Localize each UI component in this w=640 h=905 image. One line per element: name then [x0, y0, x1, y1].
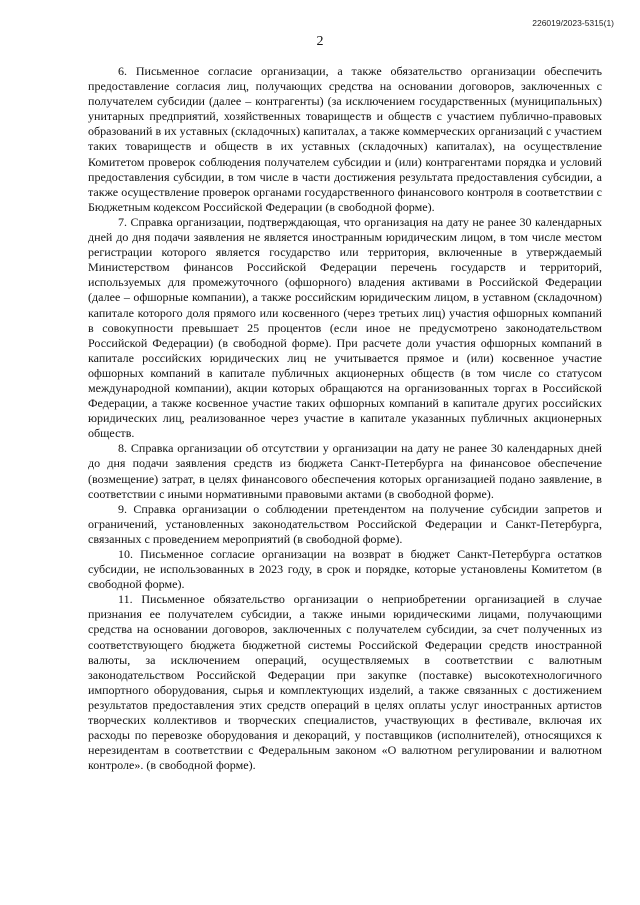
paragraph-7: 7. Справка организации, подтверждающая, что организация на дату не ранее 30 календарных дней до дня подачи заявления не является иностранным юридическим лицом, в том числе местом регистрации которого является государство или территория, включенные в утверждаемый Министерством финансов Российской Федерации перечень государств и территорий, используемых для промежуточного (офшорного) владения активами в Российской Федерации (далее – офшорные компании), а также российским юридическим лицом, в уставном (складочном) капитале которого доля прямого или косвенного (через третьих лиц) участия офшорных компаний в совокупности превышает 25 процентов (если иное не предусмотрено законодательством Российской Федерации) (в свободной форме). При расчете доли участия офшорных компаний в капитале российских юридических лиц не учитывается прямое и (или) косвенное участие офшорных компаний в капитале публичных акционерных обществ (в том числе со статусом международной компании), акции которых обращаются на организованных торгах в Российской Федерации, а также косвенное участие таких офшорных компаний в капитале других российских юридических лиц, реализованное через участие в капитале указанных публичных акционерных обществ.	[88, 214, 602, 441]
paragraph-6: 6. Письменное согласие организации, а также обязательство организации обеспечить предоставление согласия лиц, получающих средства на основании договоров, заключенных с получателем субсидии (далее – контрагенты) (за исключением государственных (муниципальных) унитарных предприятий, хозяйственных товариществ и обществ с участием публично-правовых образований в их уставных (складочных) капиталах, а также коммерческих организаций с участием таких товариществ и обществ в их уставных (складочных) капиталах), на осуществление Комитетом проверок соблюдения получателем субсидии и (или) контрагентами порядка и условий предоставления субсидии, в том числе в части достижения результата предоставления субсидии, а также осуществление проверок органами государственного финансового контроля в соответствии с Бюджетным кодексом Российской Федерации (в свободной форме).	[88, 64, 602, 214]
document-id: 226019/2023-5315(1)	[532, 18, 614, 28]
paragraph-9: 9. Справка организации о соблюдении претендентом на получение субсидии запретов и ограничений, установленных законодательством Российской Федерации и Санкт-Петербурга, связанных с проведением мероприятий (в свободной форме).	[88, 501, 602, 546]
paragraph-10: 10. Письменное согласие организации на возврат в бюджет Санкт-Петербурга остатков субсидии, не использованных в 2023 году, в срок и порядке, которые установлены Комитетом (в свободной форме).	[88, 547, 602, 592]
paragraph-8: 8. Справка организации об отсутствии у организации на дату не ранее 30 календарных дней до дня подачи заявления средств из бюджета Санкт-Петербурга на финансовое обеспечение (возмещение) затрат, в целях финансового обеспечения которых организацией подано заявление, в соответствии с иными нормативными правовыми актами (в свободной форме).	[88, 441, 602, 501]
page-number: 2	[316, 34, 324, 49]
document-body	[88, 64, 602, 773]
paragraph-11: 11. Письменное обязательство организации о неприобретении организацией в случае признания ее получателем субсидии, а также иными юридическими лицами, получающими средства на основании договоров, заключенных с получателем субсидии, за счет полученных из соответствующего бюджета бюджетной системы Российской Федерации средств иностранной валюты, за исключением операций, осуществляемых в соответствии с валютным законодательством Российской Федерации при закупке (поставке) высокотехнологичного импортного оборудования, сырья и комплектующих изделий, а также связанных с достижением результатов предоставления этих средств операций в целях оплаты услуг иностранных артистов творческих коллективов и творческих специалистов, участвующих в фестивале, включая их расходы по перевозке оборудования и декораций, у поставщиков (исполнителей), относящихся к нерезидентам в соответствии с Федеральным законом «О валютном регулировании и валютном контроле». (в свободной форме).	[88, 592, 602, 773]
